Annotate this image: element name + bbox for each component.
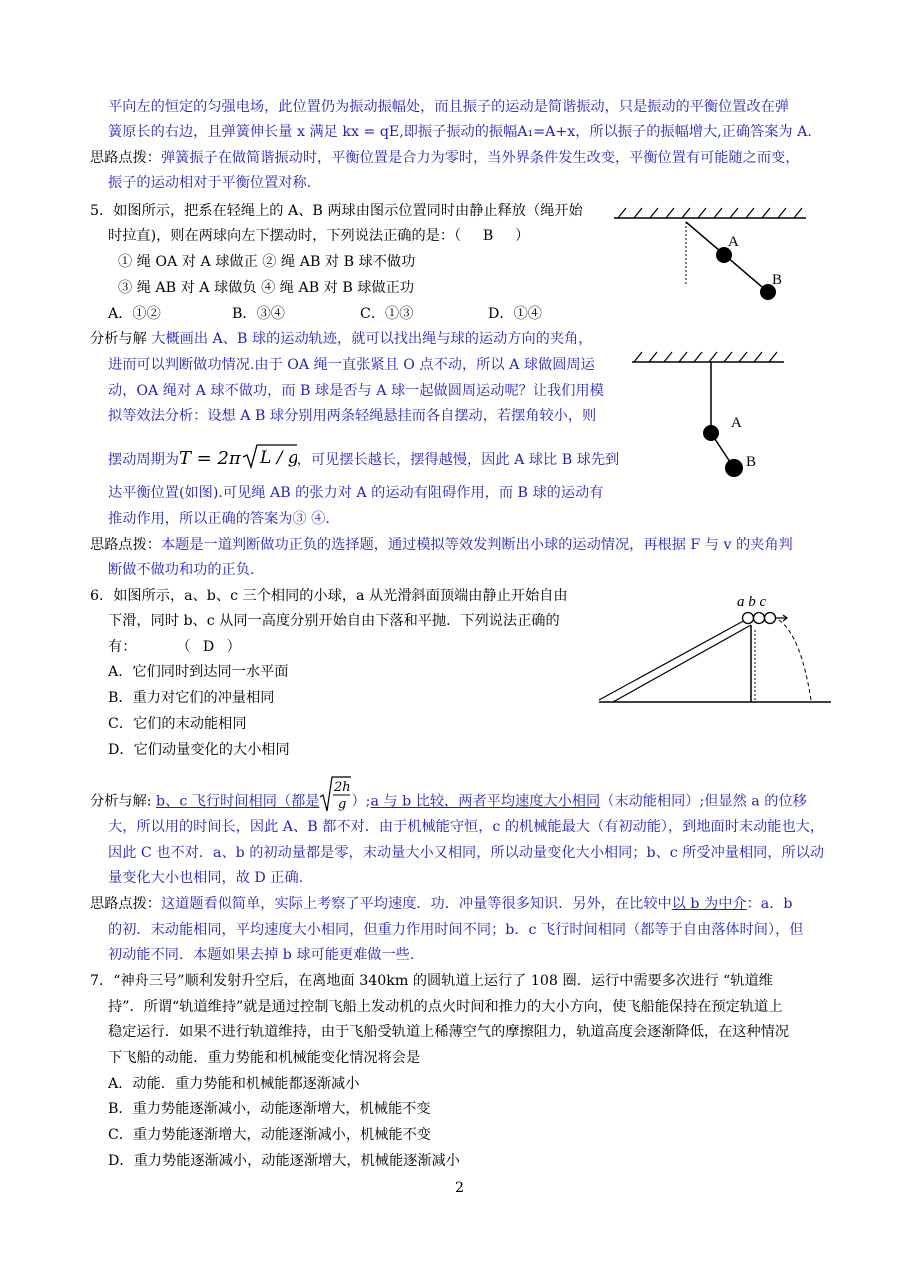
q5-analysis-line-2: 进而可以判断做功情况.由于 OA 绳一直张紧且 O 点不动，所以 A 球做圆周运 bbox=[108, 357, 595, 373]
q6-stem-line-2: 下滑，同时 b、c 从同一高度分别开始自由下落和平抛．下列说法正确的 bbox=[108, 613, 560, 629]
q6-option-c: C．它们的末动能相同 bbox=[108, 716, 247, 732]
fig2-label-b: B bbox=[746, 454, 757, 470]
q5-analysis-line-7: 推动作用，所以正确的答案为③ ④. bbox=[108, 511, 330, 527]
q6-option-d: D．它们动量变化的大小相同 bbox=[108, 742, 290, 758]
answer-open: （ bbox=[176, 639, 191, 655]
analysis-close: ）; bbox=[351, 793, 371, 810]
q7-option-b: B．重力势能逐渐减小，动能逐渐增大，机械能不变 bbox=[108, 1101, 431, 1117]
projectile-path bbox=[779, 620, 811, 700]
sqrt-content: L / g bbox=[259, 448, 297, 468]
q5-figure-initial bbox=[610, 200, 810, 305]
analysis-label: 分析与解 bbox=[90, 331, 147, 347]
tips-label: 思路点拨： bbox=[90, 896, 161, 912]
q5-stem-text: 时拉直)，则在两球向左下摆动时，下列说法正确的是：（ bbox=[108, 228, 462, 244]
intro-tips-line-2: 振子的运动相对于平衡位置对称. bbox=[108, 175, 312, 191]
frac-numerator: 2h bbox=[334, 780, 352, 795]
q5-option-c: C．①③ bbox=[360, 306, 414, 322]
velocity-arrow bbox=[776, 615, 787, 621]
fig2-label-a: A bbox=[731, 415, 742, 431]
analysis-period-suffix: ，可见摆长越长，摆得越慢，因此 A 球比 B 球先到 bbox=[296, 452, 620, 468]
q6-tips-line-3: 初动能不同．本题如果去掉 b 球可能更难做一些. bbox=[108, 947, 415, 963]
intro-line-1: 平向左的恒定的匀强电场，此位置仍为振动振幅处，而且振子的运动是简谐振动，只是振动的平衡位置改在弹 bbox=[108, 99, 790, 115]
q7-stem-line-3: 稳定运行．如果不进行轨道维持，由于飞船受轨道上稀薄空气的摩擦阻力，轨道高度会逐渐降低，在这种情况 bbox=[108, 1024, 790, 1040]
q5-statement-2: ③ 绳 AB 对 A 球做负 ④ 绳 AB 对 B 球做正功 bbox=[118, 280, 415, 296]
analysis-rest: （末动能相同）;但显然 a 的位移 bbox=[600, 793, 807, 810]
intro-line-2: 簧原长的右边，且弹簧伸长量 x 满足 kx = qE,即振子振动的振幅A₁=A+x，所以振子的振幅增大,正确答案为 A. bbox=[108, 124, 812, 140]
q5-analysis-line-3: 动，OA 绳对 A 球不做功，而 B 球是否与 A 球一起做圆周运动呢？让我们用模 bbox=[108, 383, 604, 399]
ball-b bbox=[725, 459, 743, 477]
q7-option-a: A．动能．重力势能和机械能都逐渐减小 bbox=[108, 1076, 360, 1092]
tips-label: 思路点拨： bbox=[90, 537, 161, 553]
q6-tips-line-2: 的初．末动能相同，平均速度大小相同，但重力作用时间不同；b．c 飞行时间相同（都等于自由落体时间），但 bbox=[108, 922, 804, 938]
fig1-label-b: B bbox=[772, 272, 783, 288]
q7-stem-line-4: 下飞船的动能．重力势能和机械能变化情况将会是 bbox=[108, 1050, 421, 1066]
q5-analysis-line-5 bbox=[108, 443, 619, 477]
q5-tips bbox=[90, 535, 793, 555]
q5-option-a: A．①② bbox=[108, 306, 161, 322]
ball-a bbox=[703, 425, 719, 441]
analysis-period-prefix: 摆动周期为 bbox=[108, 452, 179, 468]
analysis-ab-compare: a 与 b 比较，两者平均速度大小相同 bbox=[370, 793, 601, 810]
analysis-bc-time: b、c 飞行时间相同（都是 bbox=[156, 793, 320, 810]
q6-analysis-line-4: 量变化大小也相同，故 D 正确. bbox=[108, 870, 304, 886]
tips-text-c: ：a．b bbox=[746, 896, 793, 912]
q5-option-b: B．③④ bbox=[232, 306, 285, 322]
analysis-text: 大概画出 A、B 球的运动轨迹，就可以找出绳与球的运动方向的夹角， bbox=[151, 331, 593, 347]
q6-figure-incline bbox=[595, 588, 840, 708]
ceiling-hatch bbox=[634, 352, 777, 362]
q6-fig-label: a b c bbox=[737, 594, 767, 610]
q6-stem-text: 有： bbox=[108, 639, 137, 655]
q5-tips-line-2: 断做不做功和功的正负. bbox=[108, 562, 255, 578]
q5-option-d: D．①④ bbox=[488, 306, 542, 322]
tips-label: 思路点拨： bbox=[90, 150, 161, 166]
frac-denominator: g bbox=[338, 797, 347, 812]
q5-analysis-line-1 bbox=[90, 329, 592, 349]
q5-figure-equilibrium bbox=[628, 340, 788, 490]
ball-a bbox=[743, 613, 754, 624]
q5-answer: B bbox=[482, 228, 494, 244]
incline-surface bbox=[613, 625, 751, 702]
intro-tips bbox=[90, 148, 799, 168]
q7-option-d: D．重力势能逐渐减小，动能逐渐增大，机械能逐渐减小 bbox=[108, 1153, 460, 1169]
q5-statement-1: ① 绳 OA 对 A 球做正 ② 绳 AB 对 B 球不做功 bbox=[118, 254, 416, 270]
q5-stem-end: ） bbox=[515, 228, 530, 244]
q7-stem-line-1: 7．“神舟三号”顺利发射升空后，在离地面 340km 的圆轨道上运行了 108 圈．运行中需要多次进行 “轨道维 bbox=[90, 973, 773, 989]
answer-close: ） bbox=[226, 639, 241, 655]
q6-stem-line-1: 6．如图所示，a、b、c 三个相同的小球，a 从光滑斜面顶端由静止开始自由 bbox=[90, 588, 568, 604]
sqrt-symbol bbox=[241, 443, 297, 477]
analysis-label: 分析与解: bbox=[90, 793, 152, 810]
tips-text-mediator: 以 b 为中介 bbox=[671, 896, 747, 912]
q6-analysis-line-3: 因此 C 也不对．a、b 的初动量都是零，末动量大小又相同，所以动量变化大小相同；b、c 所受冲量相同，所以动 bbox=[108, 845, 825, 861]
tips-text-a: 这道题看似简单，实际上考察了平均速度．功．冲量等很多知识．另外，在比较中 bbox=[160, 896, 672, 912]
q6-stem-line-3 bbox=[108, 637, 241, 657]
q5-analysis-line-4: 拟等效法分析：设想 A B 球分别用两条轻绳悬挂而各自摆动，若摆角较小，则 bbox=[108, 408, 597, 424]
q6-analysis-line-2: 大，所以用的时间长，因此 A、B 都不对．由于机械能守恒，c 的机械能最大（有初动能），到地面时末动能也大， bbox=[108, 819, 825, 835]
q7-stem-line-2: 持”．所谓“轨道维持”就是通过控制飞船上发动机的点火时间和推力的大小方向，使飞船能保持在预定轨道上 bbox=[108, 999, 783, 1015]
ball-b bbox=[754, 613, 765, 624]
q5-analysis-line-6: 达平衡位置(如图).可见绳 AB 的张力对 A 的运动有阻碍作用，而 B 球的运动有 bbox=[108, 485, 604, 501]
q5-stem-line-2 bbox=[108, 226, 529, 246]
q6-option-a: A．它们同时到达同一水平面 bbox=[108, 664, 289, 680]
tips-text: 本题是一道判断做功正负的选择题，通过模拟等效发判断出小球的运动情况，再根据 F 与 v 的夹角判 bbox=[160, 537, 793, 553]
fig1-label-a: A bbox=[728, 234, 739, 250]
q5-stem-line-1: 5．如图所示，把系在轻绳上的 A、B 两球由图示位置同时由静止释放（绳开始 bbox=[90, 203, 583, 219]
incline-edge bbox=[599, 619, 747, 700]
q7-option-c: C．重力势能逐渐增大，动能逐渐减小，机械能不变 bbox=[108, 1127, 431, 1143]
ball-c bbox=[765, 613, 776, 624]
q6-tips bbox=[90, 894, 793, 914]
page-number: 2 bbox=[455, 1180, 465, 1196]
ceiling-hatch bbox=[618, 208, 802, 218]
q6-answer: D bbox=[202, 639, 215, 655]
period-formula: T = 2π bbox=[178, 448, 241, 469]
q6-option-b: B．重力对它们的冲量相同 bbox=[108, 690, 275, 706]
tips-text: 弹簧振子在做简谐振动时，平衡位置是合力为零时，当外界条件发生改变，平衡位置有可能随之而变， bbox=[160, 150, 800, 166]
